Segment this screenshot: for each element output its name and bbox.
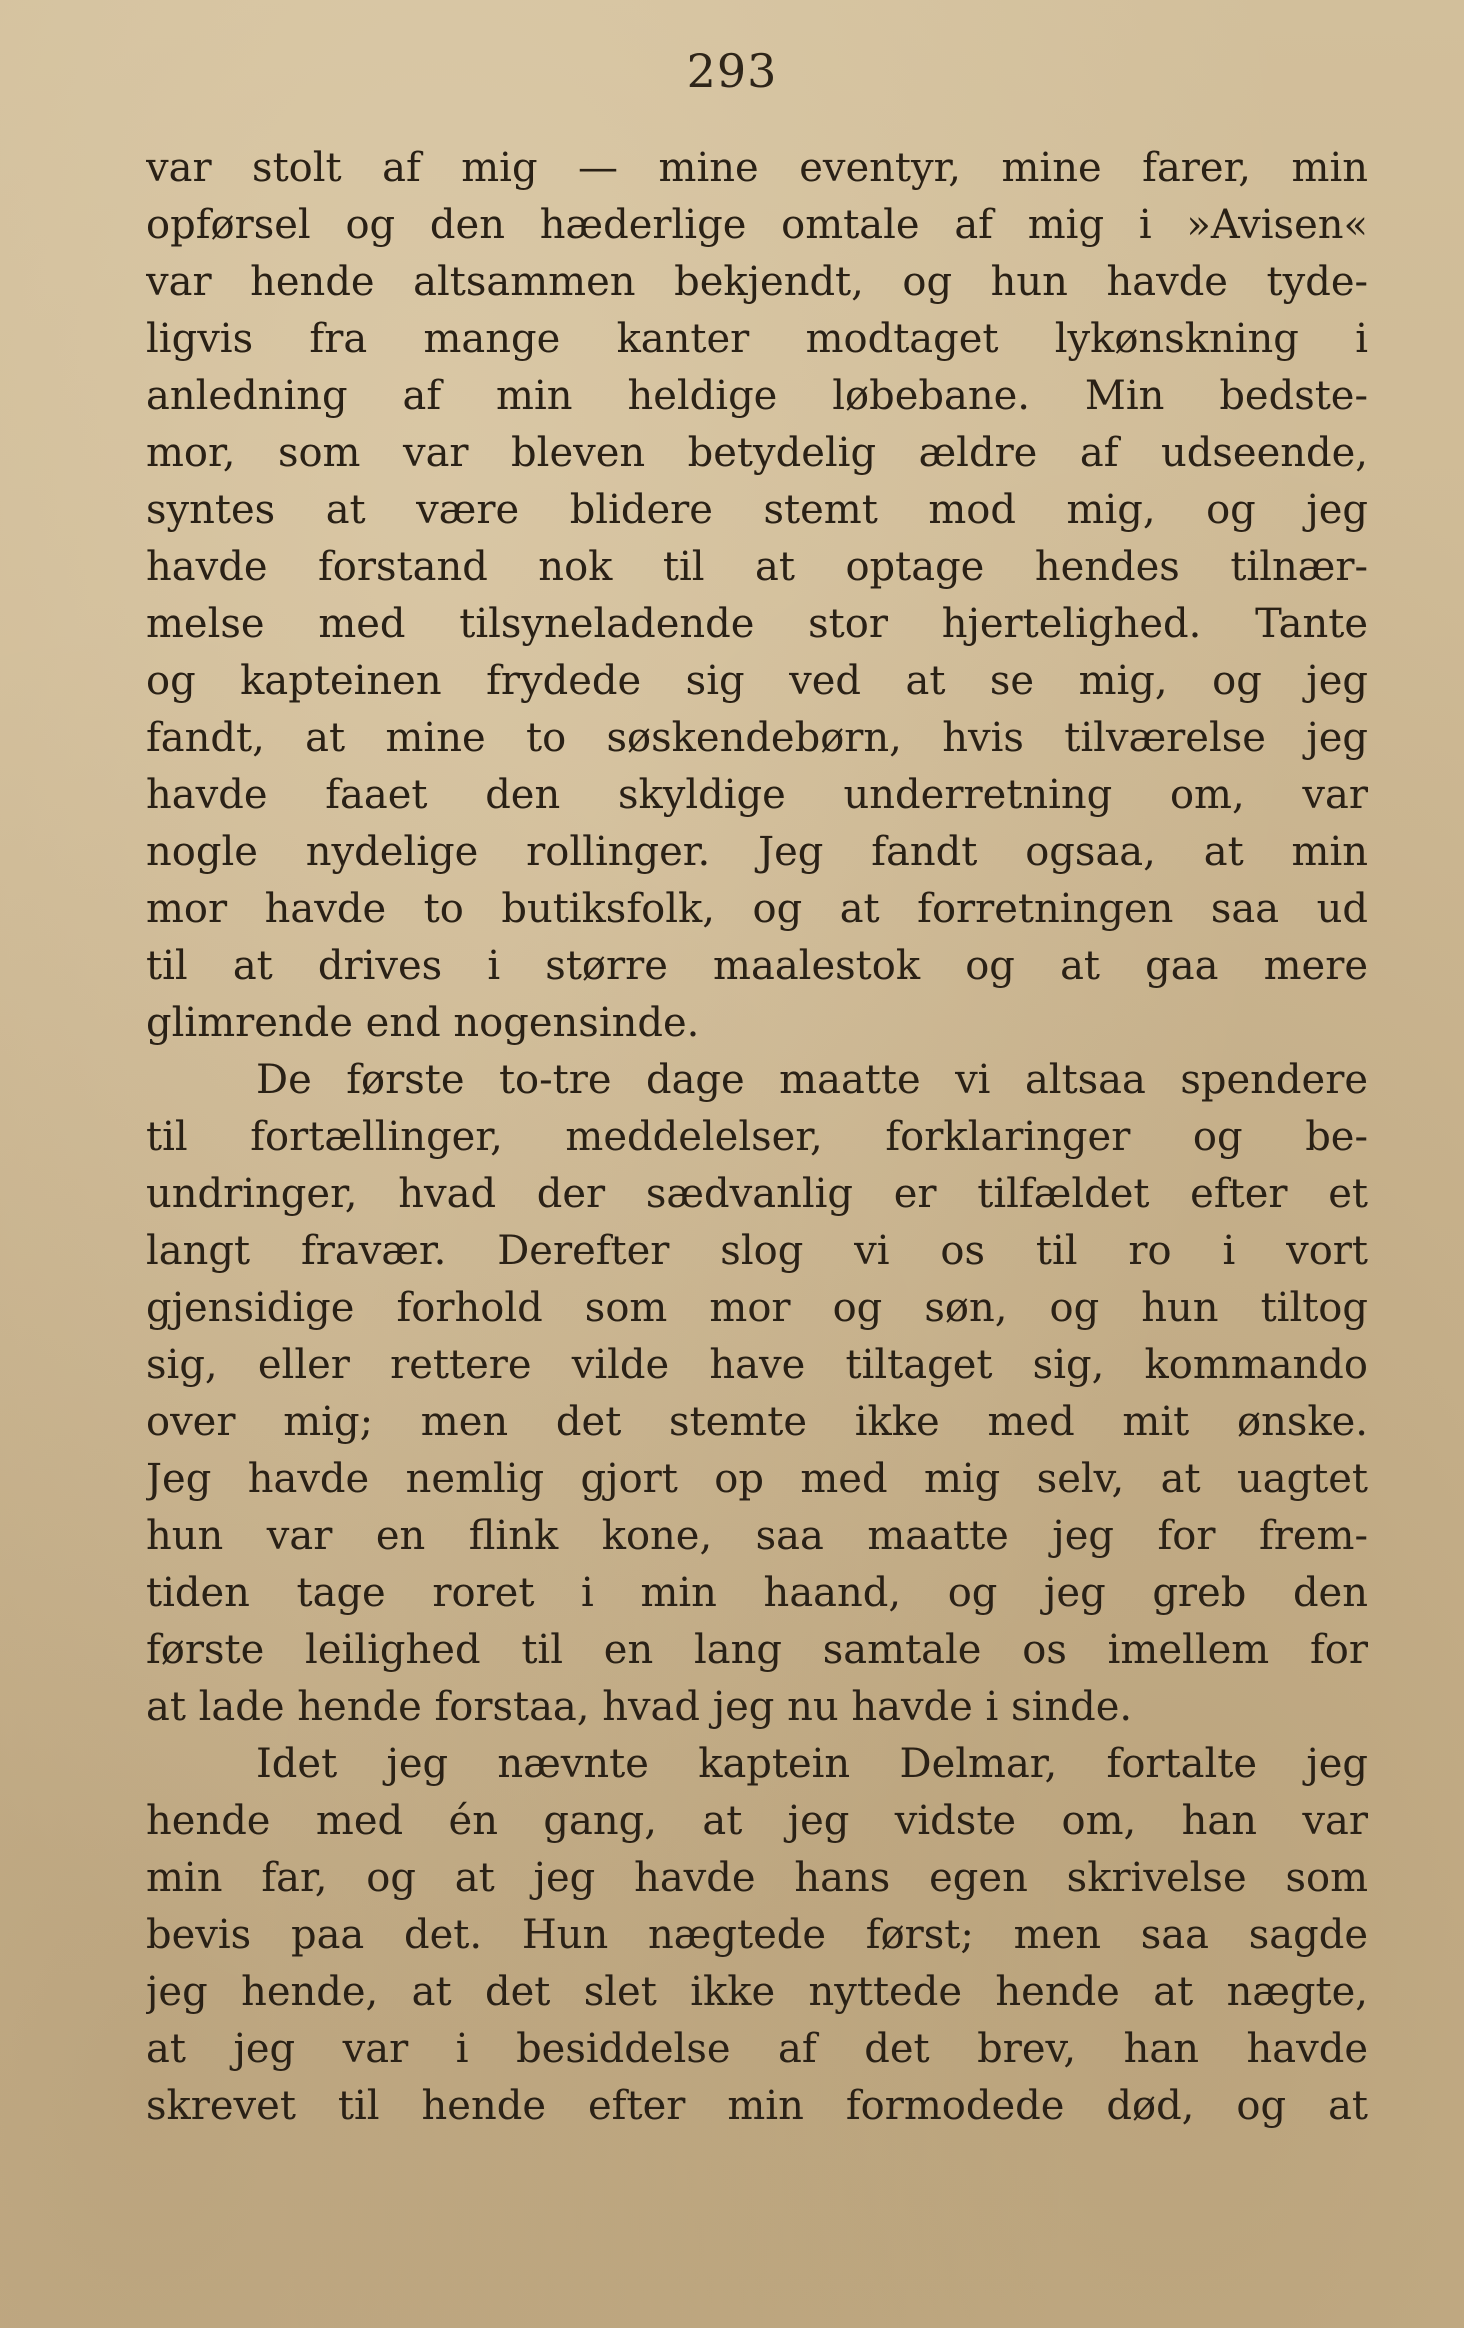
text-line: over mig; men det stemte ikke med mit ønske. — [146, 1399, 1368, 1445]
text-line: var hende altsammen bekjendt, og hun havde tyde- — [146, 259, 1368, 305]
text-line: syntes at være blidere stemt mod mig, og jeg — [146, 487, 1368, 533]
text-line: De første to-tre dage maatte vi altsaa spendere — [256, 1057, 1368, 1103]
text-line: undringer, hvad der sædvanlig er tilfældet efter et — [146, 1171, 1368, 1217]
text-line: Jeg havde nemlig gjort op med mig selv, at uagtet — [146, 1456, 1368, 1502]
text-line: Idet jeg nævnte kaptein Delmar, fortalte jeg — [256, 1741, 1368, 1787]
text-line: glimrende end nogensinde. — [146, 1000, 700, 1046]
text-line: tiden tage roret i min haand, og jeg greb den — [146, 1570, 1368, 1616]
text-line: hende med én gang, at jeg vidste om, han var — [146, 1798, 1368, 1844]
text-line: melse med tilsyneladende stor hjertelighed. Tante — [146, 601, 1368, 647]
text-line: at lade hende forstaa, hvad jeg nu havde i sinde. — [146, 1684, 1133, 1730]
text-line: havde faaet den skyldige underretning om, var — [146, 772, 1368, 818]
text-line: første leilighed til en lang samtale os imellem for — [146, 1627, 1368, 1673]
text-line: ligvis fra mange kanter modtaget lykønskning i — [146, 316, 1368, 362]
body-text — [146, 140, 1368, 2135]
text-line: sig, eller rettere vilde have tiltaget sig, kommando — [146, 1342, 1368, 1388]
text-line: fandt, at mine to søskendebørn, hvis tilværelse jeg — [146, 715, 1368, 761]
text-line: hun var en flink kone, saa maatte jeg for frem- — [146, 1513, 1368, 1559]
text-line: langt fravær. Derefter slog vi os til ro i vort — [146, 1228, 1368, 1274]
text-line: jeg hende, at det slet ikke nyttede hende at nægte, — [146, 1969, 1368, 2015]
text-line: anledning af min heldige løbebane. Min bedste- — [146, 373, 1368, 419]
page-number: 293 — [686, 44, 778, 98]
text-line: mor havde to butiksfolk, og at forretningen saa ud — [146, 886, 1368, 932]
text-line: havde forstand nok til at optage hendes tilnær- — [146, 544, 1368, 590]
text-line: til at drives i større maalestok og at gaa mere — [146, 943, 1368, 989]
text-line: nogle nydelige rollinger. Jeg fandt ogsaa, at min — [146, 829, 1368, 875]
text-line: var stolt af mig — mine eventyr, mine farer, min — [146, 145, 1368, 191]
text-line: opførsel og den hæderlige omtale af mig i »Avisen« — [146, 202, 1368, 248]
text-line: at jeg var i besiddelse af det brev, han havde — [146, 2026, 1368, 2072]
text-line: bevis paa det. Hun nægtede først; men saa sagde — [146, 1912, 1368, 1958]
text-line: skrevet til hende efter min formodede død, og at — [146, 2083, 1368, 2129]
text-line: og kapteinen frydede sig ved at se mig, og jeg — [146, 658, 1368, 704]
text-line: min far, og at jeg havde hans egen skrivelse som — [146, 1855, 1368, 1901]
text-line: til fortællinger, meddelelser, forklaringer og be- — [146, 1114, 1368, 1160]
text-line: gjensidige forhold som mor og søn, og hun tiltog — [146, 1285, 1368, 1331]
text-line: mor, som var bleven betydelig ældre af udseende, — [146, 430, 1368, 476]
